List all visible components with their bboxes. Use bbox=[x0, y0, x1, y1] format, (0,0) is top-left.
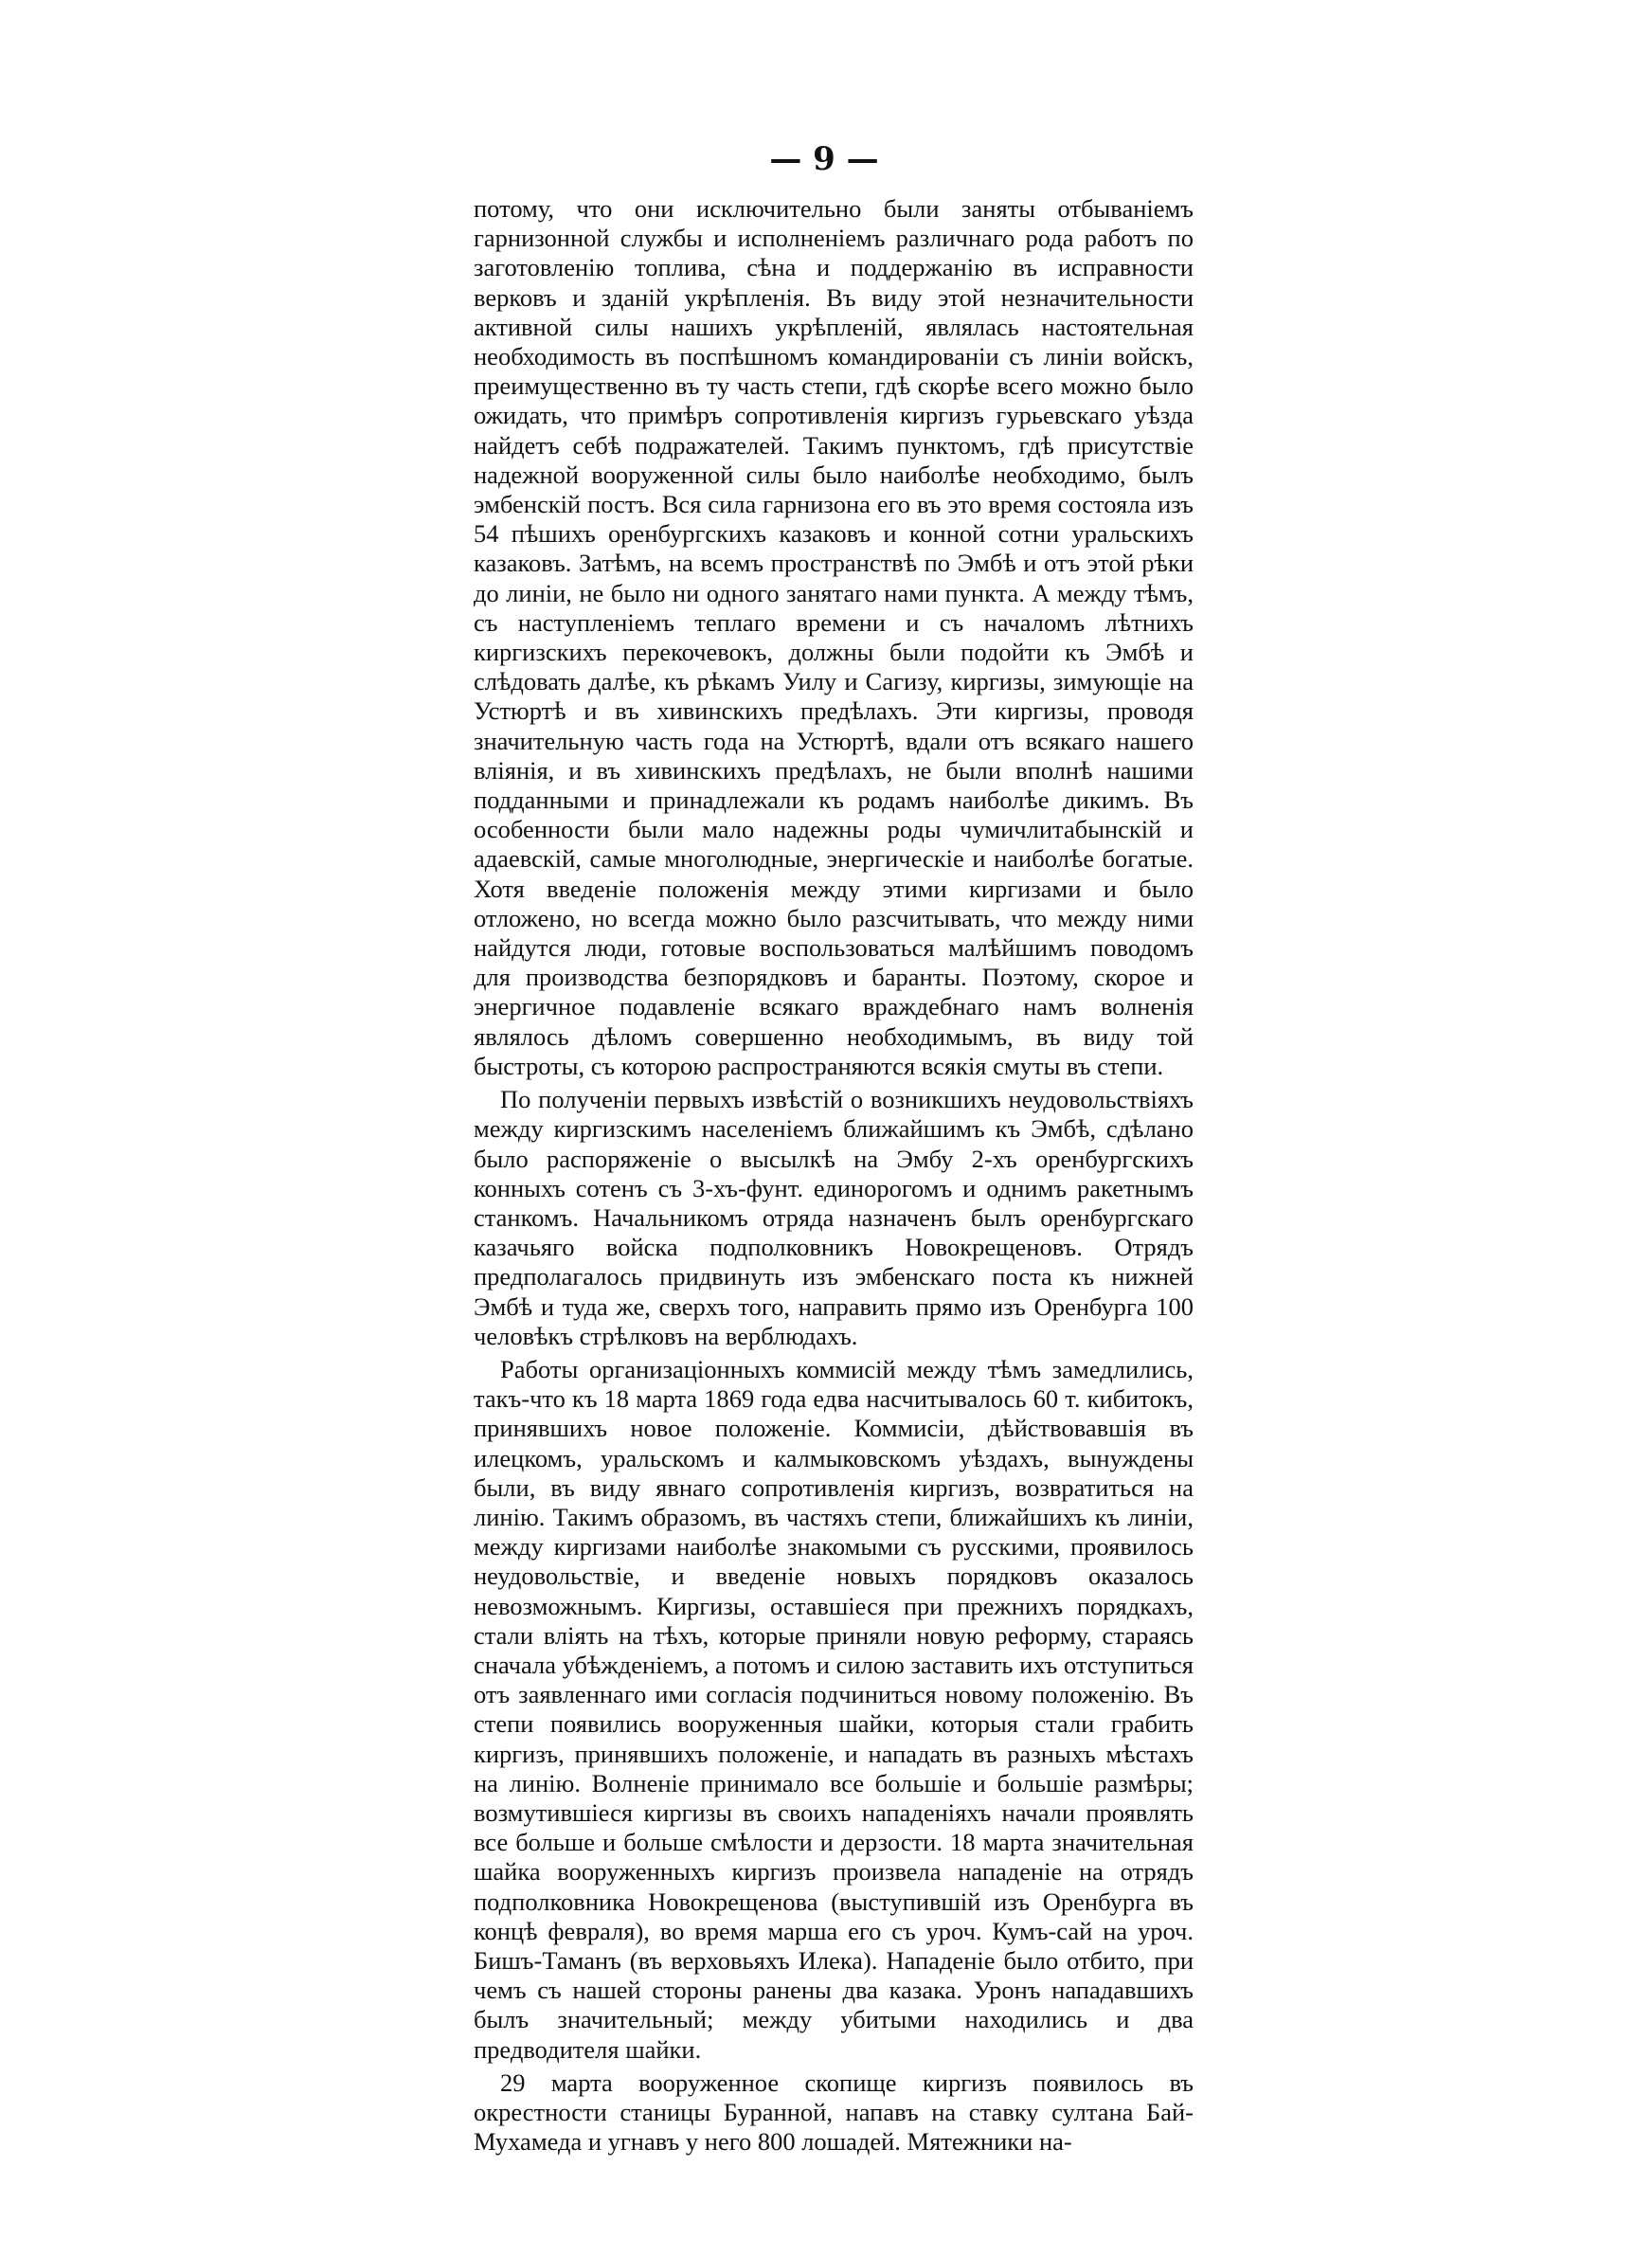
paragraph-4: 29 марта вооруженное скопище киргизъ появилось въ окрестности станицы Буранной, напавъ на ставку султана Бай-Мухамеда и угнавъ у него 800 лошадей. Мятежники на- bbox=[474, 2067, 1194, 2157]
body-text bbox=[474, 194, 1194, 2160]
page-number: — 9 — bbox=[769, 140, 879, 178]
paragraph-1: потому, что они исключительно были заняты отбываніемъ гарнизонной службы и исполненіемъ различнаго рода работъ по заготовленію топлива, сѣна и поддержанію въ исправности верковъ и зданій укрѣпленія. Въ виду этой незначительности активной силы нашихъ укрѣпленій, являлась настоятельная необходимость въ поспѣшномъ командированіи съ линіи войскъ, преимущественно въ ту часть степи, гдѣ скорѣе всего можно было ожидать, что примѣръ сопротивленія киргизъ гурьевскаго уѣзда найдетъ себѣ подражателей. Такимъ пунктомъ, гдѣ присутствіе надежной вооруженной силы было наиболѣе необходимо, былъ эмбенскій постъ. Вся сила гарнизона его въ это время состояла изъ 54 пѣшихъ оренбургскихъ казаковъ и конной сотни уральскихъ казаковъ. Затѣмъ, на всемъ пространствѣ по Эмбѣ и отъ этой рѣки до линіи, не было ни одного занятаго нами пункта. А между тѣмъ, съ наступленіемъ теплаго времени и съ началомъ лѣтнихъ киргизскихъ перекочевокъ, должны были подойти къ Эмбѣ и слѣдовать далѣе, къ рѣкамъ Уилу и Сагизу, киргизы, зимующіе на Устюртѣ и въ хивинскихъ предѣлахъ. Эти киргизы, проводя значительную часть года на Устюртѣ, вдали отъ всякаго нашего вліянія, и въ хивинскихъ предѣлахъ, не были вполнѣ нашими подданными и принадлежали къ родамъ наиболѣе дикимъ. Въ особенности были мало надежны роды чумичлитабынскій и адаевскій, самые многолюдные, энергическіе и наиболѣе богатые. Хотя введеніе положенія между этими киргизами и было отложено, но всегда можно было разсчитывать, что между ними найдутся люди, готовые воспользоваться малѣйшимъ поводомъ для производства безпорядковъ и баранты. Поэтому, скорое и энергичное подавленіе всякаго враждебнаго намъ волненія являлось дѣломъ совершенно необходимымъ, въ виду той быстроты, съ которою распространяются всякія смуты въ степи. bbox=[474, 194, 1194, 1080]
paragraph-2: По полученіи первыхъ извѣстій о возникшихъ неудовольствіяхъ между киргизскимъ населеніемъ ближайшимъ къ Эмбѣ, сдѣлано было распоряженіе о высылкѣ на Эмбу 2-хъ оренбургскихъ конныхъ сотенъ съ 3-хъ-фунт. единорогомъ и однимъ ракетнымъ станкомъ. Начальникомъ отряда назначенъ былъ оренбургскаго казачьяго войска подполковникъ Новокрещеновъ. Отрядъ предполагалось придвинуть изъ эмбенскаго поста къ нижней Эмбѣ и туда же, сверхъ того, направить прямо изъ Оренбурга 100 человѣкъ стрѣлковъ на верблюдахъ. bbox=[474, 1085, 1194, 1350]
paragraph-3: Работы организаціонныхъ коммисій между тѣмъ замедлились, такъ-что къ 18 марта 1869 года едва насчитывалось 60 т. кибитокъ, принявшихъ новое положеніе. Коммисіи, дѣйствовавшія въ илецкомъ, уральскомъ и калмыковскомъ уѣздахъ, вынуждены были, въ виду явнаго сопротивленія киргизъ, возвратиться на линію. Такимъ образомъ, въ частяхъ степи, ближайшихъ къ линіи, между киргизами наиболѣе знакомыми съ русскими, проявилось неудовольствіе, и введеніе новыхъ порядковъ оказалось невозможнымъ. Киргизы, оставшіеся при прежнихъ порядкахъ, стали вліять на тѣхъ, которые приняли новую реформу, стараясь сначала убѣжденіемъ, а потомъ и силою заставить ихъ отступиться отъ заявленнаго ими согласія подчиниться новому положенію. Въ степи появились вооруженныя шайки, которыя стали грабить киргизъ, принявшихъ положеніе, и нападать въ разныхъ мѣстахъ на линію. Волненіе принимало все большіе и большіе размѣры; возмутившіеся киргизы въ своихъ нападеніяхъ начали проявлять все больше и больше смѣлости и дерзости. 18 марта значительная шайка вооруженныхъ киргизъ произвела нападеніе на отрядъ подполковника Новокрещенова (выступившій изъ Оренбурга въ концѣ февраля), во время марша его съ уроч. Кумъ-сай на уроч. Бишъ-Таманъ (въ верховьяхъ Илека). Нападеніе было отбито, при чемъ съ нашей стороны ранены два казака. Уронъ нападавшихъ былъ значительный; между убитыми находились и два предводителя шайки. bbox=[474, 1354, 1194, 2064]
